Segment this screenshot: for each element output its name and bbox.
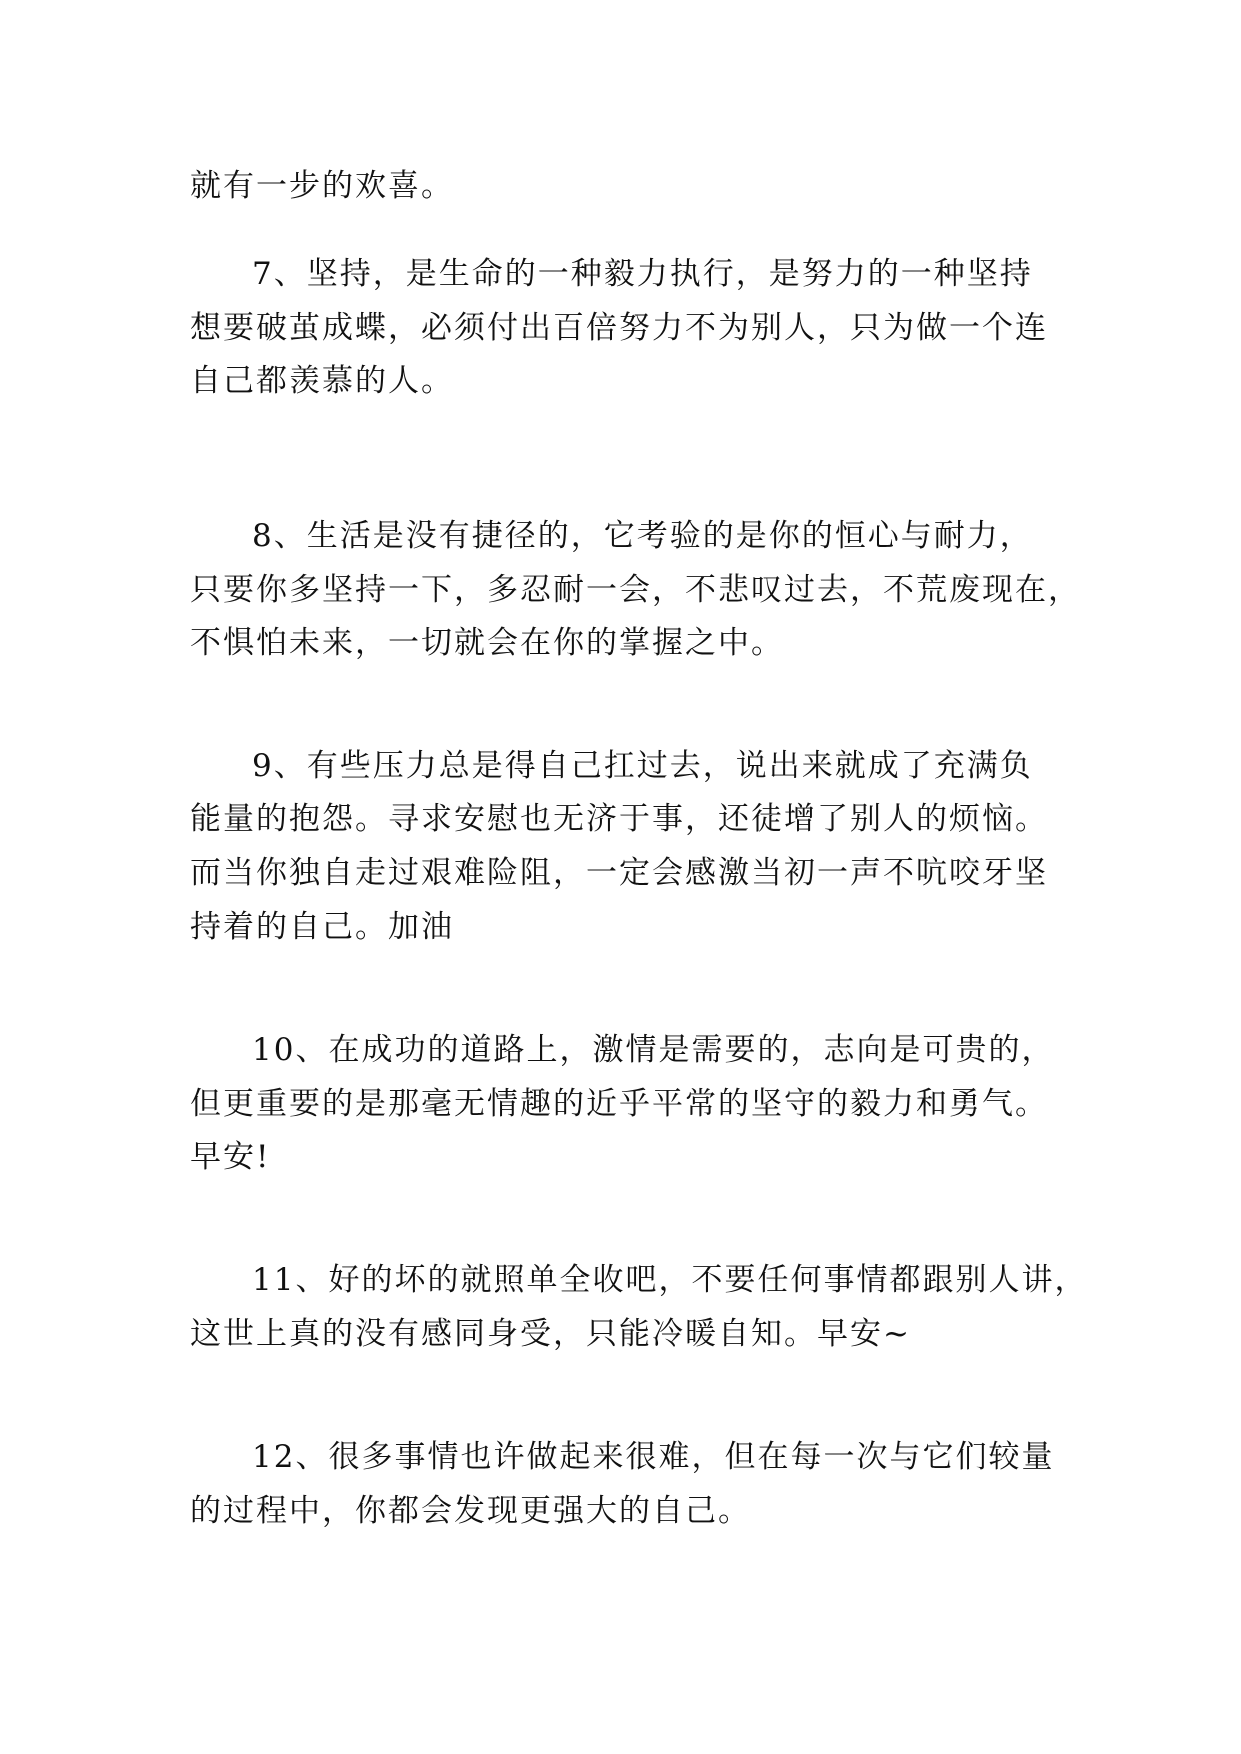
paragraph-7-line-1: 7、坚持，是生命的一种毅力执行，是努力的一种坚持 — [252, 256, 1033, 292]
paragraph-10-line-1: 10、在成功的道路上，激情是需要的，志向是可贵的， — [252, 1032, 1055, 1068]
paragraph-11-line-2: 这世上真的没有感同身受，只能冷暖自知。早安~ — [190, 1316, 911, 1352]
paragraph-12-line-1: 12、很多事情也许做起来很难，但在每一次与它们较量 — [252, 1439, 1055, 1475]
paragraph-7-line-2: 想要破茧成蝶，必须付出百倍努力不为别人，只为做一个连 — [190, 310, 1048, 346]
paragraph-9-line-3: 而当你独自走过艰难险阻，一定会感激当初一声不吭咬牙坚 — [190, 855, 1048, 891]
paragraph-9-line-1: 9、有些压力总是得自己扛过去，说出来就成了充满负 — [252, 748, 1033, 784]
paragraph-12-line-2: 的过程中，你都会发现更强大的自己。 — [190, 1493, 751, 1529]
paragraph-7-line-3: 自己都羡慕的人。 — [190, 363, 454, 399]
paragraph-10-line-3: 早安! — [190, 1139, 271, 1175]
paragraph-8-line-3: 不惧怕未来，一切就会在你的掌握之中。 — [190, 625, 784, 661]
paragraph-9-line-2: 能量的抱怨。寻求安慰也无济于事，还徒增了别人的烦恼。 — [190, 801, 1048, 837]
paragraph-8-line-2: 只要你多坚持一下，多忍耐一会，不悲叹过去，不荒废现在， — [190, 572, 1081, 608]
text-line: 就有一步的欢喜。 — [190, 168, 454, 204]
paragraph-11-line-1: 11、好的坏的就照单全收吧，不要任何事情都跟别人讲， — [252, 1262, 1088, 1298]
paragraph-8-line-1: 8、生活是没有捷径的，它考验的是你的恒心与耐力， — [252, 518, 1033, 554]
paragraph-10-line-2: 但更重要的是那毫无情趣的近乎平常的坚守的毅力和勇气。 — [190, 1086, 1048, 1122]
paragraph-9-line-4: 持着的自己。加油 — [190, 909, 454, 945]
